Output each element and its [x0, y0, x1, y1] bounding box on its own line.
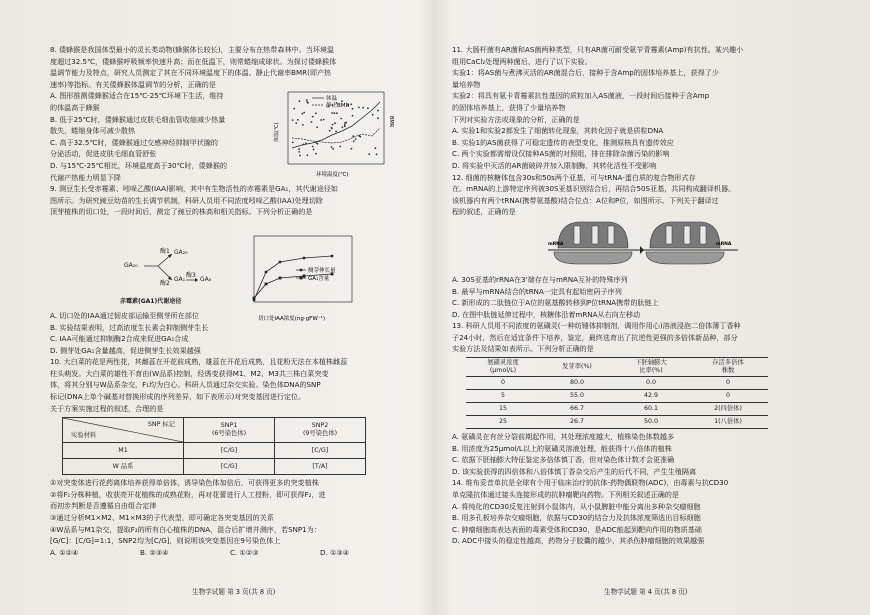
- q10-item: [G/C]：[C/G]=1:1，SNP2均为[C/G]，则说明该突变基因在9号染色体上: [50, 536, 281, 546]
- header-swelling: [614, 358, 688, 377]
- header-text: 下胚轴膨大: [635, 359, 667, 367]
- q9-xlabel: 切口处IAA浓度(ng·gFW⁻¹): [258, 316, 326, 322]
- q9-option: A. 切口处的IAA通过韧皮部运输至侧芽所在部位: [50, 310, 199, 320]
- enzyme2-label: 酶2: [160, 280, 170, 287]
- q9-option: C. IAA可能通过抑制酶2合成来促进GA₁合成: [50, 334, 189, 344]
- q8-stem-line: 速率)等指标。有关倭蜂猴体温调节的分析，正确的是: [50, 79, 216, 89]
- ribosome-2: [646, 222, 724, 264]
- cell: 42.9: [614, 390, 688, 403]
- ga29-label: GA₂₉: [174, 249, 188, 256]
- q14-stem-line: 14. 维布妥昔单抗是全球有个用于临床治疗的抗体-药物偶联物(ADC)，由毒素与抗CD30: [452, 478, 729, 488]
- q10-answers: [50, 547, 428, 559]
- data-point: [358, 135, 360, 137]
- cell: 0.0: [614, 377, 688, 390]
- data-point: [353, 140, 355, 142]
- series-a-point: [265, 271, 268, 274]
- cell: 55.0: [540, 390, 614, 403]
- table-header-row: [466, 358, 768, 377]
- q9-stem-line: 顶芽植株的切口处，一段时间后，测定了豌豆的株高和相关指标。下列分析正确的是: [50, 207, 313, 217]
- data-point: [316, 126, 318, 128]
- data-point: [344, 125, 346, 127]
- cell: 0: [688, 390, 768, 403]
- data-point: [351, 148, 353, 150]
- table-row: [63, 443, 366, 459]
- series-a-point: [303, 257, 306, 260]
- data-point: [341, 100, 343, 102]
- q10-stem-line: 关于方案实施过程的叙述，合理的是: [50, 403, 164, 413]
- legend-a: 侧芽伸长量: [308, 268, 336, 274]
- data-point: [329, 130, 331, 132]
- legend-marker-b: [300, 277, 303, 280]
- answer-d: D. ①③④: [320, 547, 350, 557]
- q14-option: A. 将纯化的CD30反复注射到小鼠体内，从小鼠脾脏中能分离出多种杂交瘤细胞: [452, 501, 701, 511]
- data-point: [358, 107, 360, 109]
- legend-b: GA₁含量: [308, 276, 330, 282]
- table-row: [63, 459, 366, 475]
- page-4: [452, 44, 834, 547]
- data-point: [306, 99, 308, 101]
- cell: [T/A]: [275, 459, 366, 475]
- q13-option: C. 依据下胚轴膨大特征鉴定多倍体慎丁香，但对染色体计数才会更准确: [452, 455, 675, 465]
- ga20-label: GA₂₀: [124, 262, 138, 269]
- data-point: [331, 127, 333, 129]
- legend-marker-a: [300, 269, 303, 272]
- data-point: [315, 112, 317, 114]
- q12-stem-line: 在。mRNA的上游特定序列被30S亚基识别结合后，再结合50S亚基，共同构成翻译机器。: [452, 184, 736, 194]
- row-name: M1: [63, 443, 184, 459]
- q8-ylabel-right: BMR: [388, 116, 394, 128]
- table-row: [466, 377, 768, 390]
- data-point: [313, 149, 315, 151]
- data-point: [320, 119, 322, 121]
- q13-option: B. 用浓度为25μmol/L以上的氨磺灵溶液处理，能获得十八倍体的植株: [452, 443, 672, 453]
- q14-option: D. ADC中接头的稳定性越高，药物分子胶囊的越少，其杀伤肿瘤细胞的效果越强: [452, 536, 705, 546]
- ribosome-figure: [548, 212, 738, 270]
- arrow-icon: [640, 246, 644, 254]
- q9-stem-line: 9. 测豆生长受赤霉素、吲哚乙酸(IAA)影响，其中有生物活性的赤霉素是GA₁，其代谢途径如: [50, 184, 339, 194]
- series-a-point: [331, 255, 334, 258]
- header-unit: (μmol/L): [489, 367, 517, 375]
- data-point: [331, 146, 333, 148]
- ribosome-1: [554, 222, 632, 264]
- data-point: [306, 101, 308, 103]
- data-point: [352, 108, 354, 110]
- q10-stem-line: 标记(DNA上单个碱基对替换形成的序列差异，如下表所示)对突变基因进行定位。: [50, 392, 306, 402]
- data-point: [340, 118, 342, 120]
- header-germination: 发芽率(%): [540, 358, 614, 377]
- cell: 0: [688, 377, 768, 390]
- snp-table-corner: [63, 418, 184, 443]
- q13-option: D. 该实验获得的四倍体和八倍体慎丁香杂交后产生的后代不同，产生生殖隔离: [452, 466, 697, 476]
- q8-stem-line: 度超过32.5℃，倭蜂猴呼吸频率快速升高；而在低温下，则常蜷缩成球状。为探讨倭蜂猴体: [50, 56, 337, 66]
- q12-stem-line: 程的叙述，正确的是: [452, 207, 516, 217]
- question-10: [50, 356, 428, 558]
- data-point: [352, 135, 354, 137]
- q10-item: ④W品系与M1杂交，提取F₂的所有白心植株的DNA，混合后扩增并测序，若SNP1为：: [50, 524, 321, 534]
- q8-stem-line: 温调节能力及特点，研究人员测定了其在不同环境温度下的体温、静止代谢率BMR(即产热: [50, 68, 332, 78]
- data-point: [355, 138, 357, 140]
- question-11: [452, 44, 834, 172]
- data-point: [298, 151, 300, 153]
- q9-chart: [232, 232, 382, 324]
- data-point: [312, 146, 314, 148]
- q12-option: D. 在图中肽链延伸过程中，核糖体沿着mRNA从右向左移动: [452, 309, 641, 319]
- data-point: [350, 103, 352, 105]
- series-a-point: [279, 261, 282, 264]
- q11-option: A. 实验1和实验2都发生了细菌转化现象，其转化因子就是质粒DNA: [452, 126, 664, 136]
- header-text: 氨磺灵浓度: [487, 359, 519, 367]
- table-row: [466, 416, 768, 429]
- data-point: [292, 142, 294, 144]
- q12-option: A. 30S亚基的rRNA在3'端存在与mRNA互补的特殊序列: [452, 274, 628, 284]
- header-text: 存活多倍体: [712, 359, 744, 367]
- snp1-label: SNP1: [220, 422, 238, 430]
- data-point: [297, 119, 299, 121]
- data-point: [377, 117, 379, 119]
- q12-stem-line: 该机器内有两个tRNA(携带氨基酸)结合位点：A位和P位，如图所示。下列关于翻译过: [452, 195, 719, 205]
- data-point: [302, 124, 304, 126]
- q10-stem-line: 体，将其分别与W品系杂交，F₁均为白心。科研人员通过杂交实验、染色体DNA的SNP: [50, 380, 321, 390]
- ga8-label: GA₈: [200, 276, 212, 283]
- mrna-label: mRNA: [548, 242, 564, 247]
- q8-chart: [272, 88, 398, 180]
- q12-option: C. 新形成的二肽链位于A位的氨基酸转移到P位tRNA携带的肽链上: [452, 298, 659, 308]
- cell: 0: [466, 377, 540, 390]
- q8-options: [50, 90, 278, 183]
- q9-option: D. 侧芽处GA₁含量越高，促进侧芽生长效果越强: [50, 345, 201, 355]
- q11-stem-line: 实验1：将AS菌与煮沸灭活的AR菌混合后，接种于含Amp的固体培养基上，获得了少: [452, 68, 719, 78]
- q14-option: B. 用多孔板培养杂交瘤细胞，依据与CD30的结合力及抗体浓度筛选出目标细胞: [452, 513, 701, 523]
- q11-stem-line: 11. 大肠杆菌有AR菌和AS菌两种类型，只有AR菌可耐受氨苄青霉素(Amp)有抗性。某兴趣小: [452, 45, 744, 54]
- data-point: [368, 153, 370, 155]
- series-b-point: [303, 275, 306, 278]
- question-13: [452, 320, 834, 477]
- data-point: [302, 113, 304, 115]
- trend-line: [292, 128, 380, 143]
- data-point: [332, 124, 334, 126]
- data-point: [293, 108, 295, 110]
- q11-stem-line: 量培养物: [452, 79, 481, 89]
- data-point: [312, 116, 314, 118]
- snp1-sub: (6号染色体): [211, 430, 247, 438]
- data-point: [352, 115, 354, 117]
- row-name: W 品系: [63, 459, 184, 475]
- q11-option: C. 两个实验都需增设仅接种AS菌的对照组，排在排除杂菌污染的影响: [452, 149, 670, 159]
- data-point: [339, 146, 341, 148]
- q9-chart-frame: [254, 236, 352, 302]
- q12-stem-line: 12. 细菌的核糖体包含30s和50s两个亚基，可与tRNA-蛋白质的复合物形式存: [452, 172, 696, 182]
- data-point: [375, 147, 377, 149]
- data-point: [299, 100, 301, 102]
- q8-ylabel-left: 体温(℃): [274, 122, 280, 142]
- q8-option: C. 高于32.5℃时，倭蜂猴通过交感神经抑制甲状腺的: [50, 137, 219, 147]
- series-b-point: [253, 297, 256, 300]
- snp-table: [62, 417, 366, 475]
- q10-item: ①对突变体进行花药离体培养获得单倍体，诱导染色体加倍后，可获得更多的突变植株: [50, 478, 319, 488]
- q11-stem-line: 实验2：将具有氨卡青霉素抗性基因的质粒加入AS菌液，一段时间后接种于含Amp: [452, 91, 710, 101]
- cell: [C/G]: [184, 443, 275, 459]
- enzyme3-label: 酶3: [186, 272, 196, 279]
- data-point: [315, 142, 317, 144]
- q14-option: C. 肿瘤细胞高表达表面的毒素受体和CD30，是ADC能起到靶向作用的物质基础: [452, 524, 702, 534]
- cell: 26.7: [540, 416, 614, 429]
- cell: 80.0: [540, 377, 614, 390]
- data-point: [331, 112, 333, 114]
- cell: [C/G]: [184, 459, 275, 475]
- q10-item: 而初步判断是否遵循自由组合定律: [50, 501, 157, 511]
- q9-stem-line: 图所示。为研究豌豆幼苗的生长调节机制，科研人员用不同浓度吲哚乙酸(IAA)处理切除: [50, 195, 323, 205]
- q8-option: 分泌活动，促进皮肤毛细血管舒张: [50, 149, 157, 159]
- snp2-sub: (9号染色体): [302, 430, 338, 438]
- data-point: [367, 107, 369, 109]
- q8-option: B. 低于25℃时，倭蜂猴通过皮肤毛细血管收缩减少热量: [50, 114, 226, 124]
- data-point: [335, 131, 337, 133]
- data-point: [344, 124, 346, 126]
- q10-item: ③通过分析M1×M2、M1×M3的子代表型，即可确定各突变基因的关系: [50, 513, 274, 523]
- data-point: [334, 112, 336, 114]
- legend-label-1: 体温: [326, 96, 338, 102]
- q13-stem-line: 实验方法及结果如表所示。下列分析正确的是: [452, 344, 594, 354]
- cell: [C/G]: [275, 443, 366, 459]
- data-point: [302, 144, 304, 146]
- header-polyploid: [688, 358, 768, 377]
- data-point: [345, 122, 347, 124]
- snp2-label: SNP2: [311, 422, 329, 430]
- data-point: [315, 153, 317, 155]
- q13-stem-line: 子24小时，然后在适宜条件下培养，鉴定，最终选育出了抗逆性更强的多倍体新品种，部分: [452, 332, 738, 342]
- snp2-header: [275, 418, 366, 443]
- data-point: [336, 112, 338, 114]
- cell: 50.0: [614, 416, 688, 429]
- table-row: [466, 403, 768, 416]
- cell: 25: [466, 416, 540, 429]
- data-point: [362, 107, 364, 109]
- q11-stem-line: 组用CaCl₂处理两种菌后，进行了以下实验。: [452, 56, 592, 66]
- data-point: [311, 121, 313, 123]
- corner-top-label: SNP 标记: [147, 421, 175, 429]
- legend-label-2: 静止BMR: [326, 103, 350, 109]
- footer-page-3: 生物学试题 第 3 页(共 8 页): [192, 588, 276, 596]
- q10-stem-line: 柱头萌发。大白菜的雄性不育由(W品系)控制，经诱变获得M1、M2、M3共三株白菜突变: [50, 368, 329, 378]
- q10-item: ②将F₁分株种植，收获亮开花植株的成熟花粉，再对花蕾进行人工授粉，即可获得F₂，进: [50, 489, 326, 499]
- data-point: [332, 148, 334, 150]
- data-point: [299, 155, 301, 157]
- data-point: [372, 114, 374, 116]
- q13-stem-line: 13. 科研人员用不同浓度的氨磺灵(一种纺锤体抑制剂，调用作用心)溶液浸泡二倍体薄丁香种: [452, 321, 741, 331]
- header-concentration: [466, 358, 540, 377]
- answer-b: B. ②③④: [140, 547, 169, 557]
- q8-xlabel: 环境温度(℃): [316, 172, 349, 178]
- cell: 2(四倍体): [688, 403, 768, 416]
- q8-option: A. 图形推测倭蜂猴适合在15℃-25℃环境下生活，维持: [50, 91, 224, 101]
- q12-option: B. 最早与mRNA结合的tRNA一定具有起始密码子序列: [452, 286, 622, 296]
- q8-option: 的体温高于蜂猴: [50, 102, 100, 112]
- q8-stem-line: 8. 倭蜂猴是我国体型最小的灵长类动物(蜂猴体长较长)，主要分布在热带森林中。当环境温: [50, 45, 335, 54]
- cell: 5: [466, 390, 540, 403]
- q9-option: B. 实验结果表明，过高浓度生长素会抑制侧芽生长: [50, 322, 209, 332]
- data-point: [306, 154, 308, 156]
- q13-option: A. 氨磺灵在有丝分裂前期起作用，其处理浓度越大，植株染色体数越多: [452, 432, 675, 442]
- cell: 66.7: [540, 403, 614, 416]
- header-unit: 比率(%): [639, 367, 663, 375]
- cell: 1(八倍体): [688, 416, 768, 429]
- ga1-label: GA₁: [174, 276, 186, 283]
- q8-option: D. 与15℃-25℃相比，环境温度高于30℃时，倭蜂猴的: [50, 160, 228, 170]
- data-point: [292, 119, 294, 121]
- corner-bottom-label: 实验材料: [71, 431, 97, 439]
- data-point: [376, 153, 378, 155]
- data-point: [377, 110, 379, 112]
- data-point: [298, 148, 300, 150]
- data-point: [305, 142, 307, 144]
- header-unit: 株数: [721, 367, 735, 375]
- table-row: [466, 390, 768, 403]
- mrna-label-right: mRNA: [716, 242, 732, 247]
- q11-option: D. 将实验中灭活的AR菌破碎并加入限制酶，其转化活性不受影响: [452, 160, 657, 170]
- dose-table: [466, 357, 768, 429]
- cell: 60.1: [614, 403, 688, 416]
- q11-option: B. 实验1的AS菌获得了可稳定遗传的表型变化，推测原核具有遗传效应: [452, 137, 674, 147]
- data-point: [323, 119, 325, 121]
- q9-pathway: [118, 244, 238, 308]
- q8-option: 散失，蜷缩身体可减少散热: [50, 126, 136, 136]
- data-point: [334, 122, 336, 124]
- enzyme1-label: 酶1: [160, 248, 170, 255]
- series-b-point: [279, 277, 282, 280]
- pathway-caption: 赤霉素(GA1)代谢途径: [120, 298, 182, 305]
- series-b-point: [265, 283, 268, 286]
- cell: 15: [466, 403, 540, 416]
- q11-stem-line: 的固体培养基上，获得了少量培养物: [452, 102, 566, 112]
- question-14: [452, 477, 834, 547]
- data-point: [342, 126, 344, 128]
- data-point: [303, 112, 305, 114]
- snp1-header: [184, 418, 275, 443]
- q11-stem-line: 下列对实验方法或现象的分析，正确的是: [452, 114, 580, 124]
- q8-option: 代谢产热能力明显下降: [50, 172, 121, 182]
- answer-a: A. ①②④: [50, 547, 79, 557]
- q14-stem-line: 单克隆抗体通过接头连接形成的抗肿瘤靶向药物。下列相关叙述正确的是: [452, 490, 679, 500]
- data-point: [295, 122, 297, 124]
- answer-c: C. ①②③: [230, 547, 259, 557]
- footer-page-4: 生物学试题 第 4 页(共 8 页): [604, 588, 688, 596]
- q10-stem-line: 10. 大白菜的花是两性花，其雌蕊在开花前成熟，雄蕊在开花后成熟，且花粉无法在本植株雌蕊: [50, 357, 348, 367]
